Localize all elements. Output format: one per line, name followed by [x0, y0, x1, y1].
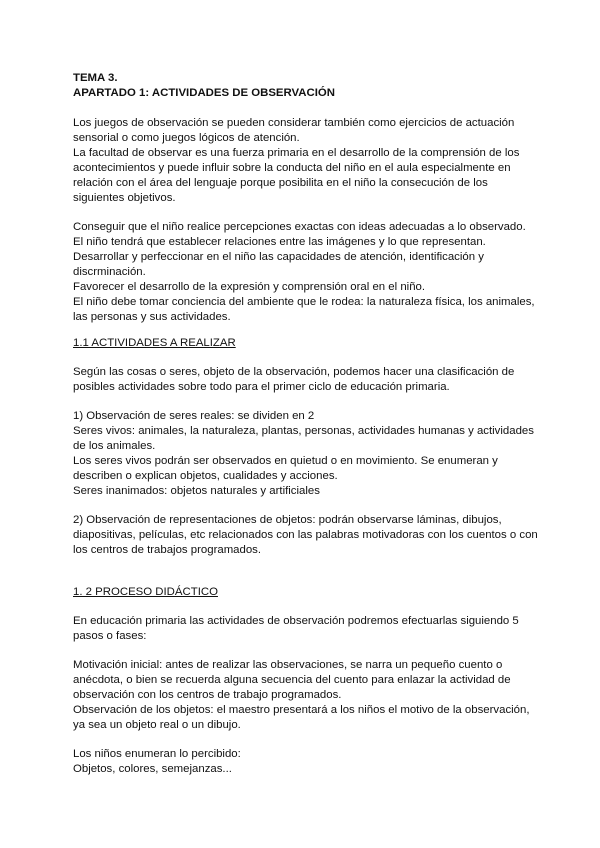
text-line: Los niños enumeran lo percibido: [73, 748, 241, 760]
objectives-list [73, 220, 533, 325]
intro-paragraph-1 [73, 116, 533, 146]
text-line: Los juegos de observación se pueden considerar también como ejercicios de actuación [73, 117, 515, 129]
text-line: Seres inanimados: objetos naturales y artificiales [73, 485, 320, 497]
objective-line: Desarrollar y perfeccionar en el niño las capacidades de atención, identificación y [73, 251, 484, 263]
text-line: siguientes objetivos. [73, 192, 176, 204]
objective-line: El niño tendrá que establecer relaciones entre las imágenes y lo que representan. [73, 236, 486, 248]
text-line: describen o explican objetos, cualidades y acciones. [73, 470, 338, 482]
text-line: de los animales. [73, 440, 156, 452]
title-line: APARTADO 1: ACTIVIDADES DE OBSERVACIÓN [73, 87, 336, 99]
text-line: ya sea un objeto real o un dibujo. [73, 719, 241, 731]
intro-paragraph-2 [73, 146, 533, 206]
objective-line: discrminación. [73, 266, 146, 278]
text-line: Según las cosas o seres, objeto de la observación, podemos hacer una clasificación de [73, 366, 515, 378]
text-line: Seres vivos: animales, la naturaleza, plantas, personas, actividades humanas y actividades [73, 425, 534, 437]
text-line: diapositivas, películas, etc relacionados con las palabras motivadoras con los cuentos o con [73, 529, 538, 541]
text-line: Los seres vivos podrán ser observados en quietud o en movimiento. Se enumeran y [73, 455, 498, 467]
text-line: acontecimientos y puede influir sobre la conducta del niño en el aula especialmente en [73, 162, 511, 174]
section-heading: 1.1 ACTIVIDADES A REALIZAR [73, 337, 236, 349]
text-line: Observación de los objetos: el maestro presentará a los niños el motivo de la observación, [73, 704, 530, 716]
section-2-heading-block [73, 585, 533, 600]
section-1-intro [73, 365, 533, 395]
text-line: relación con el área del lenguaje porque posibilita en el niño la consecución de los [73, 177, 488, 189]
section-2-phases [73, 658, 533, 733]
text-line: 2) Observación de representaciones de objetos: podrán observarse láminas, dibujos, [73, 514, 502, 526]
text-line: pasos o fases: [73, 630, 147, 642]
text-line: Objetos, colores, semejanzas... [73, 763, 232, 775]
text-line: observación con los centros de trabajo programados. [73, 689, 342, 701]
section-2-closing [73, 747, 533, 777]
text-line: anécdota, o bien se recuerda alguna secuencia del cuento para enlazar la actividad de [73, 674, 511, 686]
text-line: La facultad de observar es una fuerza primaria en el desarrollo de la comprensión de los [73, 147, 520, 159]
objective-line: Favorecer el desarrollo de la expresión y comprensión oral en el niño. [73, 281, 426, 293]
text-line: 1) Observación de seres reales: se dividen en 2 [73, 410, 315, 422]
title-line: TEMA 3. [73, 72, 118, 84]
text-line: En educación primaria las actividades de observación podremos efectuarlas siguiendo 5 [73, 615, 519, 627]
section-1-heading-block [73, 336, 533, 351]
text-line: Motivación inicial: antes de realizar las observaciones, se narra un pequeño cuento o [73, 659, 503, 671]
text-line: sensorial o como juegos lógicos de atención. [73, 132, 300, 144]
text-line: los centros de trabajos programados. [73, 544, 262, 556]
objective-line: Conseguir que el niño realice percepciones exactas con ideas adecuadas a lo observado. [73, 221, 526, 233]
objective-line: las personas y sus actividades. [73, 311, 231, 323]
text-line: posibles actividades sobre todo para el primer ciclo de educación primaria. [73, 381, 450, 393]
section-2-intro [73, 614, 533, 644]
section-heading: 1. 2 PROCESO DIDÁCTICO [73, 586, 218, 598]
document-title [73, 71, 533, 101]
objective-line: El niño debe tomar conciencia del ambiente que le rodea: la naturaleza física, los animales, [73, 296, 535, 308]
section-1-item-1 [73, 409, 533, 499]
section-1-item-2 [73, 513, 538, 558]
